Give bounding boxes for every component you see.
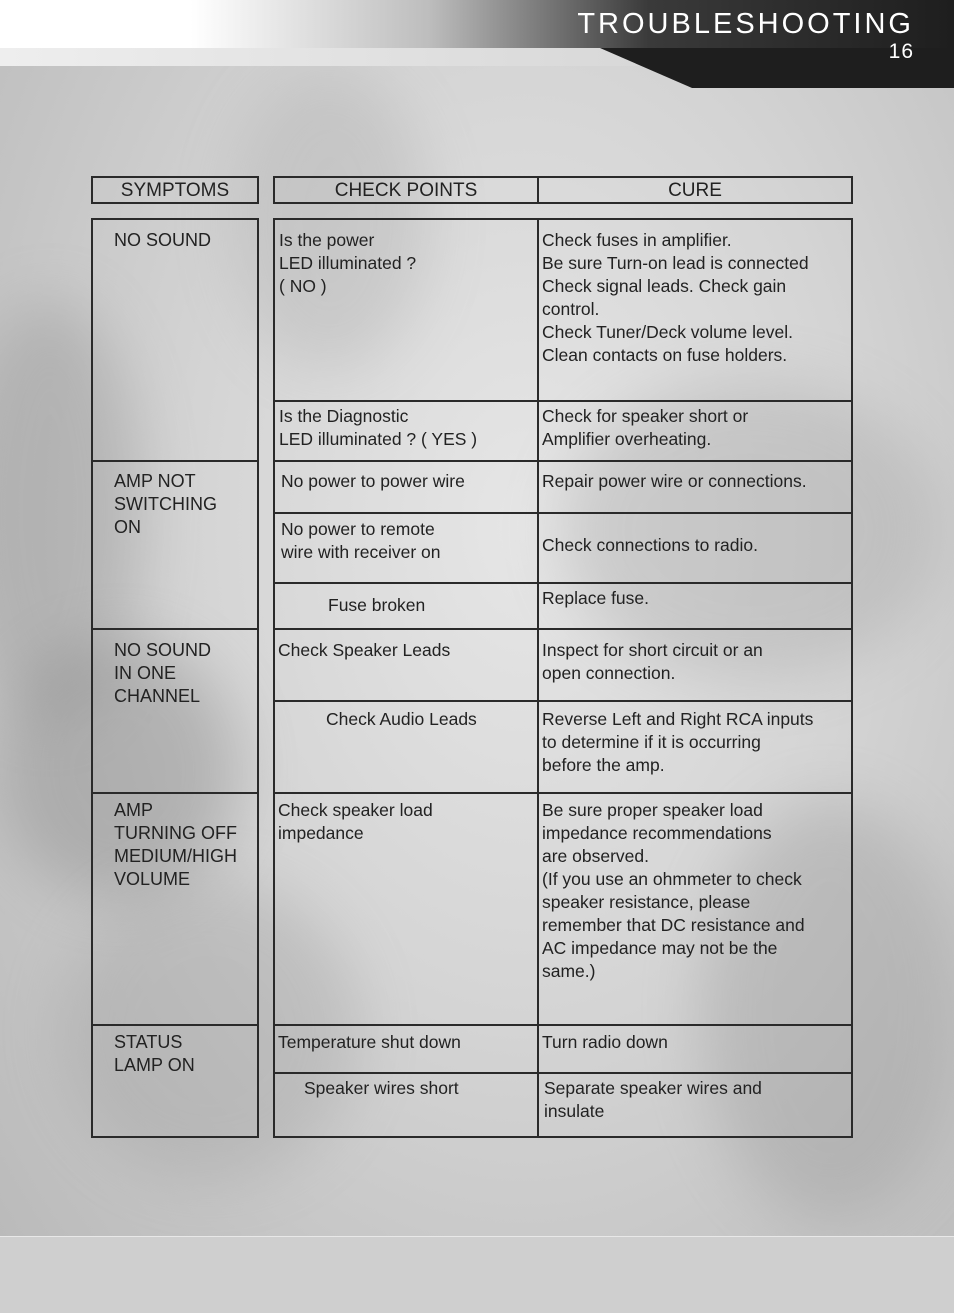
cure-speaker-leads: Inspect for short circuit or an open connection.: [542, 640, 763, 683]
check-speaker-load: Check speaker load impedance: [278, 800, 433, 843]
cure-diagnostic-led: Check for speaker short or Amplifier overheating.: [542, 406, 749, 449]
row-divider: [275, 628, 851, 630]
page-title: TROUBLESHOOTING: [577, 8, 914, 40]
check-audio-leads: Check Audio Leads: [326, 709, 477, 729]
row-divider: [93, 460, 257, 462]
footer-bar: [0, 1236, 954, 1313]
check-diagnostic-led: Is the Diagnostic LED illuminated ? ( YES ): [279, 406, 478, 449]
cure-header: CURE: [668, 180, 722, 201]
check-temperature: Temperature shut down: [278, 1032, 461, 1052]
row-divider: [275, 700, 851, 702]
row-divider: [275, 792, 851, 794]
cure-power-led: Check fuses in amplifier. Be sure Turn-on lead is connected Check signal leads. Check gain control. Check Tuner/Deck volume level. Clean contacts on fuse holders.: [542, 230, 809, 365]
symptoms-header: [91, 176, 259, 204]
symptom-status-lamp-on: STATUS LAMP ON: [114, 1032, 195, 1075]
check-power-wire: No power to power wire: [281, 471, 465, 491]
check-speaker-wires-short: Speaker wires short: [304, 1078, 459, 1098]
cure-fuse-broken: Replace fuse.: [542, 588, 650, 608]
symptom-no-sound-one-channel: NO SOUND IN ONE CHANNEL: [114, 640, 212, 706]
header-light-strip: [0, 48, 640, 66]
row-divider: [93, 628, 257, 630]
row-divider: [93, 792, 257, 794]
symptom-amp-turning-off: AMP TURNING OFF MEDIUM/HIGH VOLUME: [114, 800, 237, 889]
checkpoints-cure-header: [273, 176, 853, 204]
check-points-header: CHECK POINTS: [334, 180, 478, 201]
check-fuse-broken: Fuse broken: [328, 595, 426, 615]
row-divider: [275, 460, 851, 462]
symptoms-header-label: SYMPTOMS: [120, 180, 230, 201]
cure-audio-leads: Reverse Left and Right RCA inputs to determine if it is occurring before the amp.: [542, 709, 814, 775]
cure-speaker-load: Be sure proper speaker load impedance recommendations are observed. (If you use an ohmmeter to check speaker resistance, please remember that DC resistance and AC impedance may not be the same.): [542, 800, 805, 981]
check-power-led: Is the power LED illuminated ? ( NO ): [279, 230, 417, 296]
row-divider: [275, 1024, 851, 1026]
cure-remote-wire: Check connections to radio.: [542, 535, 758, 555]
cure-temperature: Turn radio down: [542, 1032, 668, 1052]
row-divider: [275, 582, 851, 584]
check-remote-wire: No power to remote wire with receiver on: [281, 519, 441, 562]
cure-speaker-wires-short: Separate speaker wires and insulate: [544, 1078, 762, 1121]
cure-power-wire: Repair power wire or connections.: [542, 471, 807, 491]
row-divider: [275, 400, 851, 402]
row-divider: [275, 512, 851, 514]
symptom-no-sound: NO SOUND: [114, 230, 212, 250]
column-divider: [537, 220, 539, 1136]
row-divider: [275, 1072, 851, 1074]
row-divider: [93, 1024, 257, 1026]
check-speaker-leads: Check Speaker Leads: [278, 640, 451, 660]
symptom-amp-not-switching-on: AMP NOT SWITCHING ON: [114, 471, 217, 537]
page-number: 16: [888, 40, 914, 63]
